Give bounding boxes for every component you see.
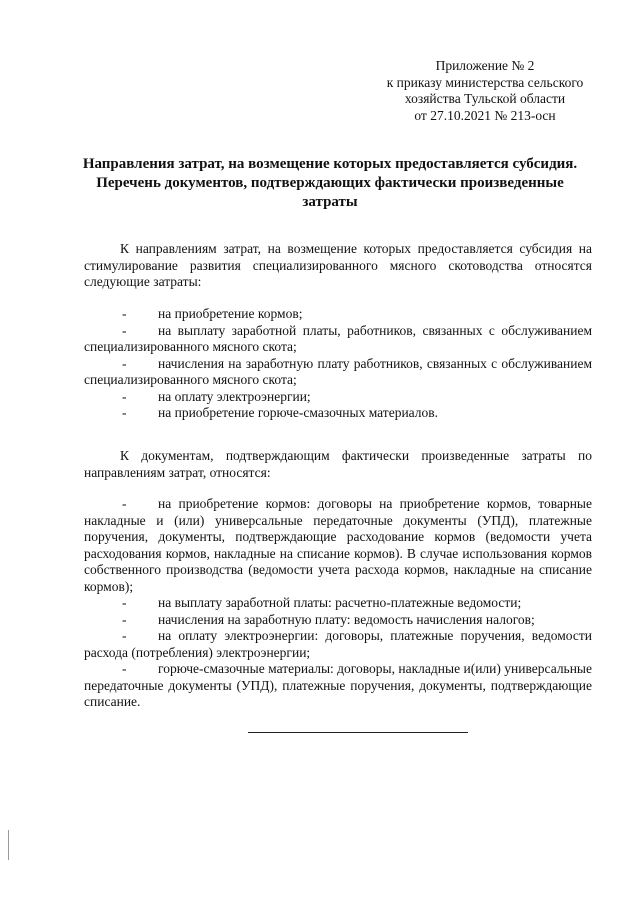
documents-list xyxy=(84,496,592,711)
list-item xyxy=(84,405,592,422)
list-item xyxy=(84,389,592,406)
list-dash: - xyxy=(122,611,127,627)
document-title xyxy=(70,155,590,212)
documents-intro-paragraph: К документам, подтверждающим фактически произведенные затраты по направлениям затрат, относятся: xyxy=(84,448,592,480)
order-date-number: от 27.10.2021 № 213-осн xyxy=(414,107,556,123)
list-item-text: начисления на заработную плату работников, связанных с обслуживанием специализированного мясного скота; xyxy=(84,355,592,387)
list-dash: - xyxy=(122,628,127,643)
list-dash: - xyxy=(122,405,127,420)
costs-list xyxy=(84,306,592,422)
appendix-number: Приложение № 2 xyxy=(435,58,535,73)
list-item xyxy=(84,306,592,323)
list-dash: - xyxy=(122,322,127,338)
list-item-text: на оплату электроэнергии; xyxy=(158,388,311,404)
list-dash: - xyxy=(122,595,127,610)
list-item-text: на оплату электроэнергии: договоры, платежные поручения, ведомости расхода (потребления) электроэнергии; xyxy=(84,628,592,660)
ministry-name: хозяйства Тульской области xyxy=(404,91,566,106)
list-item xyxy=(84,661,592,711)
title-line-3: затраты xyxy=(302,194,358,210)
scan-edge-mark xyxy=(8,830,9,860)
list-item-text: горюче-смазочные материалы: договоры, накладные и(или) универсальные передаточные документы (УПД), платежные поручения, документы, подтверждающие списание. xyxy=(84,661,592,709)
list-dash: - xyxy=(122,661,127,676)
list-item xyxy=(84,628,592,661)
list-item-text: на выплату заработной платы, работников, связанных с обслуживанием специализированного мясного скота; xyxy=(84,322,592,354)
list-item-text: на приобретение кормов: договоры на приобретение кормов, товарные накладные и (или) универсальные передаточные документы (УПД), платежные поручения, документы, подтверждающие расходование кормов (ведомости учета расходования кормов, накладные на списание кормов). В случае использования кормов собственного производства (ведомости учета расхода кормов, накладные на списание кормов); xyxy=(84,496,592,594)
title-line-2: Перечень документов, подтверждающих фактически произведенные xyxy=(96,175,564,191)
list-dash: - xyxy=(122,355,127,371)
list-dash: - xyxy=(122,388,127,404)
list-item-text: на приобретение горюче-смазочных материалов. xyxy=(158,405,439,420)
closing-rule xyxy=(248,732,468,733)
list-item xyxy=(84,612,592,629)
list-item-text: начисления на заработную плату: ведомость начисления налогов; xyxy=(158,611,535,627)
costs-intro-paragraph: К направлениям затрат, на возмещение которых предоставляется субсидия на стимулирование развития специализированного мясного скотоводства относятся следующие затраты: xyxy=(84,241,592,289)
list-item xyxy=(84,595,592,612)
order-reference: к приказу министерства сельского xyxy=(386,74,584,90)
list-item xyxy=(84,496,592,595)
title-line-1: Направления затрат, на возмещение которых предоставляется субсидия. xyxy=(82,156,578,172)
list-dash: - xyxy=(122,306,127,321)
appendix-header xyxy=(360,58,610,124)
list-item-text: на приобретение кормов; xyxy=(158,306,303,321)
list-item-text: на выплату заработной платы: расчетно-платежные ведомости; xyxy=(158,595,522,610)
list-item xyxy=(84,323,592,356)
list-item xyxy=(84,356,592,389)
list-dash: - xyxy=(122,496,127,511)
